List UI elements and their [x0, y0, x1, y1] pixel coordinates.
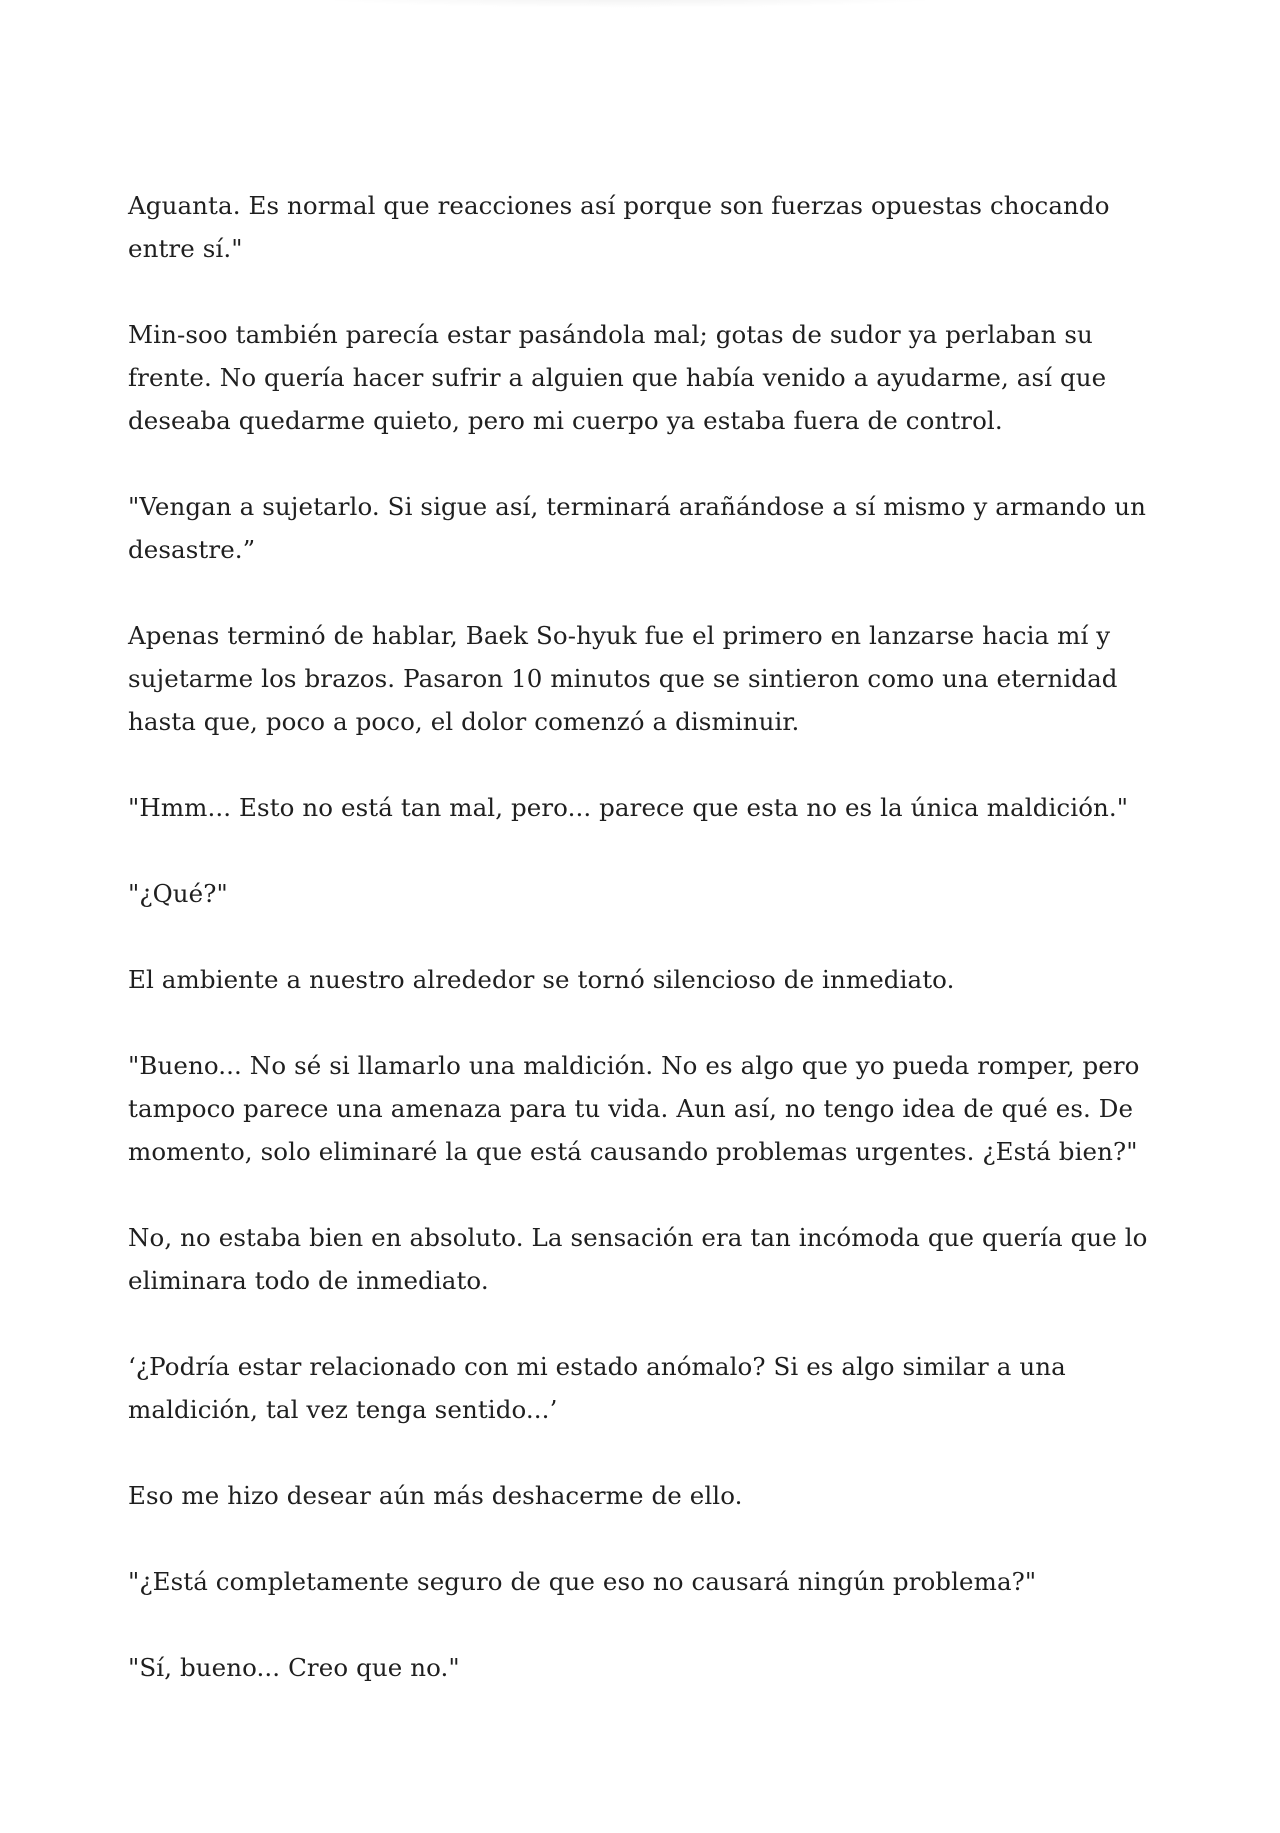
- paragraph: ‘¿Podría estar relacionado con mi estado anómalo? Si es algo similar a una maldición, tal vez tenga sentido...’: [128, 1352, 1066, 1424]
- document-body: [128, 184, 1148, 1732]
- paragraph: Aguanta. Es normal que reacciones así porque son fuerzas opuestas chocando entre sí.": [128, 191, 1110, 263]
- page-top-shadow: [300, 0, 960, 8]
- paragraph: "Sí, bueno... Creo que no.": [128, 1653, 460, 1682]
- paragraph: El ambiente a nuestro alrededor se tornó silencioso de inmediato.: [128, 965, 955, 994]
- paragraph: Eso me hizo desear aún más deshacerme de ello.: [128, 1481, 743, 1510]
- paragraph: "Vengan a sujetarlo. Si sigue así, terminará arañándose a sí mismo y armando un desastre.”: [128, 492, 1146, 564]
- paragraph: "Hmm... Esto no está tan mal, pero... parece que esta no es la única maldición.": [128, 793, 1129, 822]
- paragraph: No, no estaba bien en absoluto. La sensación era tan incómoda que quería que lo eliminara todo de inmediato.: [128, 1223, 1148, 1295]
- paragraph: Apenas terminó de hablar, Baek So-hyuk fue el primero en lanzarse hacia mí y sujetarme los brazos. Pasaron 10 minutos que se sintieron como una eternidad hasta que, poco a poco, el dolor comenzó a disminuir.: [128, 621, 1118, 736]
- paragraph: "¿Qué?": [128, 879, 228, 908]
- paragraph: Min-soo también parecía estar pasándola mal; gotas de sudor ya perlaban su frente. No quería hacer sufrir a alguien que había venido a ayudarme, así que deseaba quedarme quieto, pero mi cuerpo ya estaba fuera de control.: [128, 320, 1107, 435]
- paragraph: "¿Está completamente seguro de que eso no causará ningún problema?": [128, 1567, 1037, 1596]
- paragraph: "Bueno... No sé si llamarlo una maldición. No es algo que yo pueda romper, pero tampoco parece una amenaza para tu vida. Aun así, no tengo idea de qué es. De momento, solo eliminaré la que está causando problemas urgentes. ¿Está bien?": [128, 1051, 1140, 1166]
